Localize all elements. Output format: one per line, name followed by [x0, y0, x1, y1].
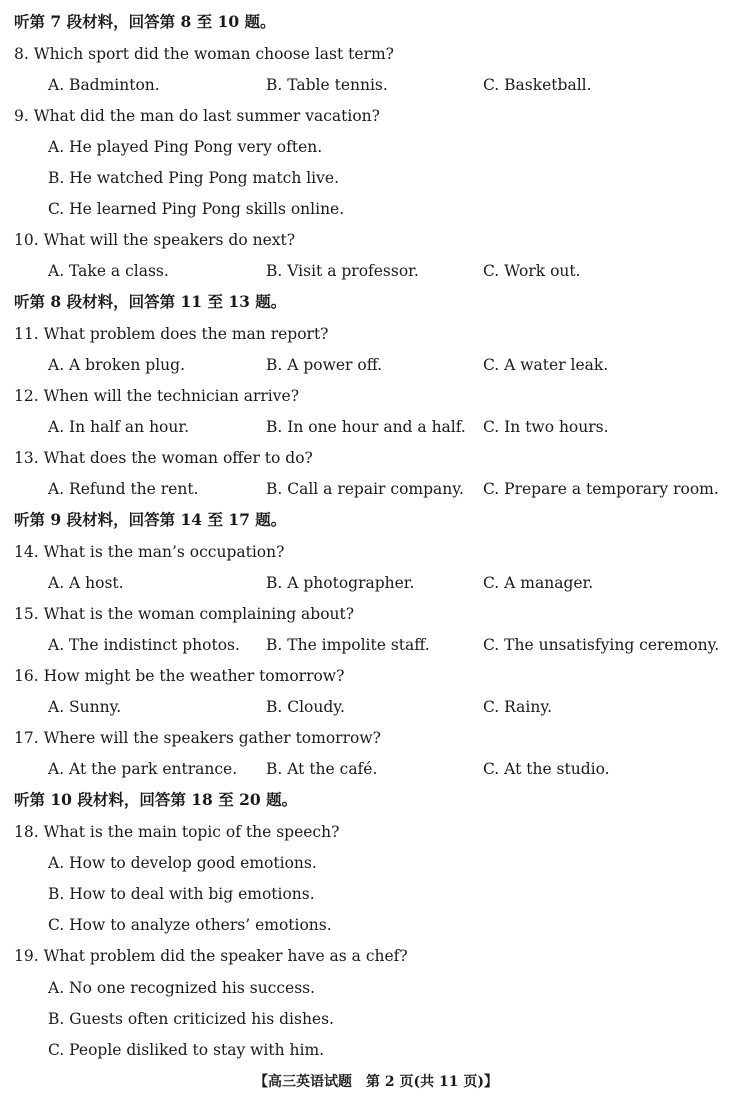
question-10-stem: 10. What will the speakers do next? [14, 231, 296, 249]
option-a: A. The indistinct photos. [48, 636, 240, 654]
option-b: B. A photographer. [266, 574, 415, 592]
page-footer: 【高三英语试题 第 2 页(共 11 页)】 [254, 1074, 498, 1090]
option-c: C. The unsatisfying ceremony. [483, 636, 720, 654]
question-18-stem: 18. What is the main topic of the speech? [14, 823, 340, 841]
question-18-option-a: A. How to develop good emotions. [48, 854, 317, 872]
option-c: C. Work out. [483, 262, 581, 280]
question-17-stem: 17. Where will the speakers gather tomorrow? [14, 729, 381, 747]
question-14-stem: 14. What is the man’s occupation? [14, 543, 285, 561]
question-11-stem: 11. What problem does the man report? [14, 325, 329, 343]
option-b: B. A power off. [266, 356, 383, 374]
option-b: B. Cloudy. [266, 698, 345, 716]
question-19-option-b: B. Guests often criticized his dishes. [48, 1010, 334, 1028]
question-15-stem: 15. What is the woman complaining about? [14, 605, 355, 623]
question-9-option-c: C. He learned Ping Pong skills online. [48, 200, 345, 218]
section-heading-10: 听第 10 段材料，回答第 18 至 20 题。 [14, 790, 298, 809]
option-b: B. Visit a professor. [266, 262, 419, 280]
option-c: C. A manager. [483, 574, 594, 592]
question-10-options [0, 261, 752, 281]
question-19-stem: 19. What problem did the speaker have as a chef? [14, 947, 408, 965]
question-15-options [0, 635, 752, 655]
question-12-options [0, 417, 752, 437]
option-c: C. Rainy. [483, 698, 552, 716]
option-c: C. A water leak. [483, 356, 609, 374]
option-a: A. Refund the rent. [48, 480, 199, 498]
question-9-stem: 9. What did the man do last summer vacation? [14, 107, 380, 125]
question-9-option-b: B. He watched Ping Pong match live. [48, 169, 339, 187]
option-a: A. Badminton. [48, 76, 160, 94]
option-b: B. In one hour and a half. [266, 418, 466, 436]
option-a: A. In half an hour. [48, 418, 190, 436]
option-b: B. Table tennis. [266, 76, 388, 94]
question-8-options [0, 75, 752, 95]
option-c: C. In two hours. [483, 418, 609, 436]
question-12-stem: 12. When will the technician arrive? [14, 387, 300, 405]
option-c: C. Prepare a temporary room. [483, 480, 719, 498]
question-13-stem: 13. What does the woman offer to do? [14, 449, 313, 467]
option-a: A. A host. [48, 574, 124, 592]
option-c: C. Basketball. [483, 76, 592, 94]
option-a: A. Take a class. [48, 262, 169, 280]
section-heading-7: 听第 7 段材料，回答第 8 至 10 题。 [14, 12, 276, 31]
question-13-options [0, 479, 752, 499]
section-heading-8: 听第 8 段材料，回答第 11 至 13 题。 [14, 292, 287, 311]
question-11-options [0, 355, 752, 375]
option-c: C. At the studio. [483, 760, 610, 778]
question-14-options [0, 573, 752, 593]
question-16-options [0, 697, 752, 717]
question-19-option-c: C. People disliked to stay with him. [48, 1041, 325, 1059]
option-b: B. The impolite staff. [266, 636, 430, 654]
option-a: A. A broken plug. [48, 356, 186, 374]
option-a: A. Sunny. [48, 698, 122, 716]
question-16-stem: 16. How might be the weather tomorrow? [14, 667, 345, 685]
option-b: B. At the café. [266, 760, 378, 778]
section-heading-9: 听第 9 段材料，回答第 14 至 17 题。 [14, 510, 287, 529]
option-a: A. At the park entrance. [48, 760, 238, 778]
question-18-option-c: C. How to analyze others’ emotions. [48, 916, 332, 934]
question-17-options [0, 759, 752, 779]
question-19-option-a: A. No one recognized his success. [48, 979, 316, 997]
question-18-option-b: B. How to deal with big emotions. [48, 885, 315, 903]
question-8-stem: 8. Which sport did the woman choose last term? [14, 45, 394, 63]
question-9-option-a: A. He played Ping Pong very often. [48, 138, 323, 156]
option-b: B. Call a repair company. [266, 480, 464, 498]
